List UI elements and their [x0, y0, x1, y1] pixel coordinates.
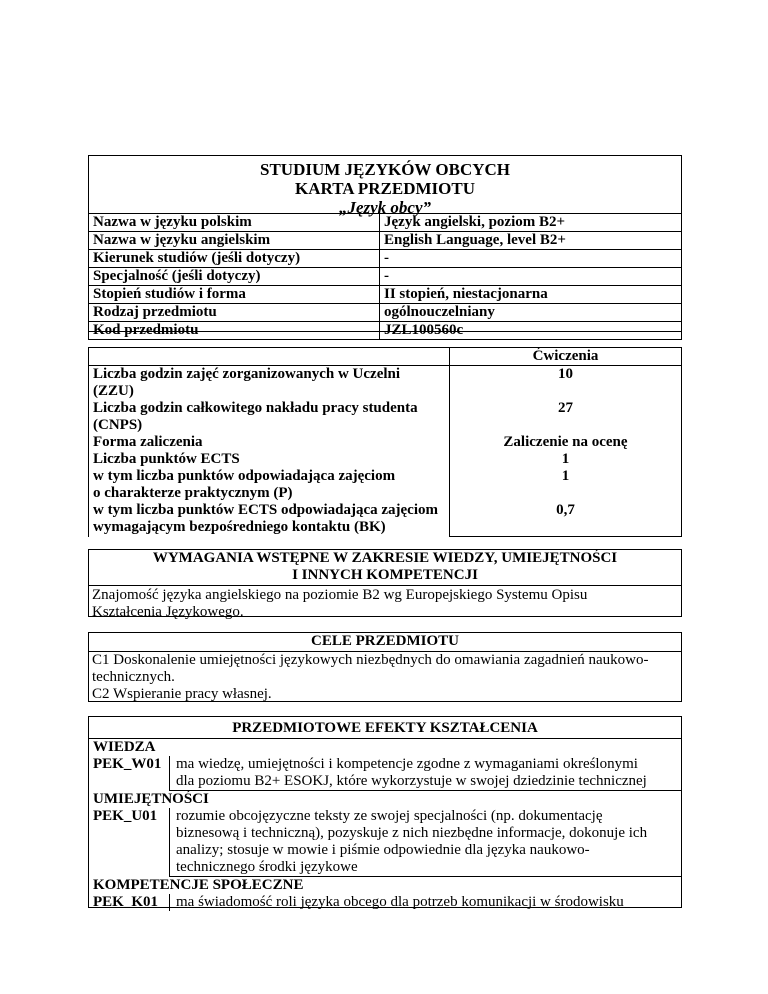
cnps-label-abbr: (CNPS)	[93, 417, 143, 433]
p-label-cont: o charakterze praktycznym (P)	[93, 485, 293, 501]
p-value: 1	[561, 468, 570, 484]
requirements-text-cont: Kształcenia Językowego.	[92, 604, 244, 620]
ects-value: 1	[561, 451, 570, 467]
info-label: Kod przedmiotu	[89, 322, 380, 340]
outcome-text	[169, 756, 681, 791]
bk-label: w tym liczba punktów ECTS odpowiadająca zajęciom	[93, 502, 439, 518]
goal-c1: C1 Doskonalenie umiejętności językowych niezbędnych do omawiania zagadnień naukowo-	[92, 652, 649, 668]
goal-c2: C2 Wspieranie pracy własnej.	[92, 686, 272, 702]
outcome-code: PEK_W01	[93, 756, 162, 772]
info-label: Specjalność (jeśli dotyczy)	[89, 268, 380, 286]
zzu-label-abbr: (ZZU)	[93, 383, 134, 399]
cwiczenia-label: Ćwiczenia	[532, 348, 599, 364]
requirements-title: WYMAGANIA WSTĘPNE W ZAKRESIE WIEDZY, UMIEJĘTNOŚCI	[152, 550, 618, 566]
requirements-text: Znajomość języka angielskiego na poziomie B2 wg Europejskiego Systemu Opisu	[92, 587, 588, 603]
info-value: -	[380, 250, 682, 268]
info-value: ogólnouczelniany	[380, 304, 682, 322]
skills-header: UMIEJĘTNOŚCI	[93, 791, 209, 807]
goals-title: CELE PRZEDMIOTU	[311, 633, 459, 649]
info-label: Nazwa w języku polskim	[89, 214, 380, 232]
header-line-1: STUDIUM JĘZYKÓW OBCYCH	[260, 160, 510, 179]
outcome-code: PEK_U01	[93, 808, 158, 824]
outcome-line: analizy; stosuje w mowie i piśmie odpowiednie dla języka naukowo-	[176, 842, 590, 858]
info-row	[89, 214, 682, 232]
social-header: KOMPETENCJE SPOŁECZNE	[93, 877, 304, 893]
bk-label-cont: wymagającym bezpośredniego kontaktu (BK)	[93, 519, 386, 535]
info-row	[89, 322, 682, 340]
ects-label: Liczba punktów ECTS	[93, 451, 240, 467]
requirements-title-cont: I INNYCH KOMPETENCJI	[292, 567, 478, 583]
p-label: w tym liczba punktów odpowiadająca zajęciom	[93, 468, 396, 484]
outcome-k01	[90, 894, 681, 911]
hours-labels	[89, 366, 450, 537]
outcome-line: ma wiedzę, umiejętności i kompetencje zgodne z wymaganiami określonymi	[176, 756, 638, 772]
info-row	[89, 268, 682, 286]
cnps-value: 27	[558, 400, 573, 416]
info-table	[88, 213, 682, 340]
outcome-text	[169, 894, 681, 911]
zzu-value: 10	[558, 366, 573, 382]
info-row	[89, 232, 682, 250]
outcome-w01	[90, 756, 681, 791]
zzu-label: Liczba godzin zajęć zorganizowanych w Uczelni	[93, 366, 401, 382]
hours-column-header	[450, 348, 682, 366]
info-value: JZL100560c	[380, 322, 682, 340]
cnps-label: Liczba godzin całkowitego nakładu pracy studenta	[93, 400, 418, 416]
knowledge-header: WIEDZA	[93, 739, 156, 755]
form-value: Zaliczenie na ocenę	[503, 434, 628, 450]
info-value: -	[380, 268, 682, 286]
hours-table	[88, 347, 682, 537]
info-value: II stopień, niestacjonarna	[380, 286, 682, 304]
goal-c1-cont: technicznych.	[92, 669, 175, 685]
outcome-code: PEK_K01	[93, 894, 159, 910]
hours-header-empty	[89, 348, 450, 366]
goals-section	[88, 632, 682, 702]
info-label: Stopień studiów i forma	[89, 286, 380, 304]
outcome-line: rozumie obcojęzyczne teksty ze swojej specjalności (np. dokumentację	[176, 808, 603, 824]
requirements-section	[88, 549, 682, 620]
info-label: Rodzaj przedmiotu	[89, 304, 380, 322]
hours-values	[450, 366, 682, 537]
header-line-3: „Język obcy”	[338, 198, 432, 217]
info-label: Kierunek studiów (jeśli dotyczy)	[89, 250, 380, 268]
info-value: English Language, level B2+	[380, 232, 682, 250]
outcome-text	[169, 808, 681, 877]
info-value: Język angielski, poziom B2+	[380, 214, 682, 232]
outcome-line: technicznego środki językowe	[176, 859, 358, 875]
info-row	[89, 250, 682, 268]
info-label: Nazwa w języku angielskim	[89, 232, 380, 250]
outcome-u01	[90, 808, 681, 877]
outcomes-title: PRZEDMIOTOWE EFEKTY KSZTAŁCENIA	[232, 720, 538, 736]
form-label: Forma zaliczenia	[93, 434, 203, 450]
info-row	[89, 304, 682, 322]
info-row	[89, 286, 682, 304]
header-line-2: KARTA PRZEDMIOTU	[295, 179, 475, 198]
outcomes-section	[88, 716, 682, 908]
outcome-line: dla poziomu B2+ ESOKJ, które wykorzystuje w swojej dziedzinie technicznej	[176, 773, 647, 789]
course-card-header	[88, 155, 682, 338]
outcome-line: ma świadomość roli języka obcego dla potrzeb komunikacji w środowisku	[176, 894, 624, 910]
outcome-line: biznesową i techniczną), pozyskuje z nich niezbędne informacje, dokonuje ich	[176, 825, 648, 841]
bk-value: 0,7	[556, 502, 575, 518]
